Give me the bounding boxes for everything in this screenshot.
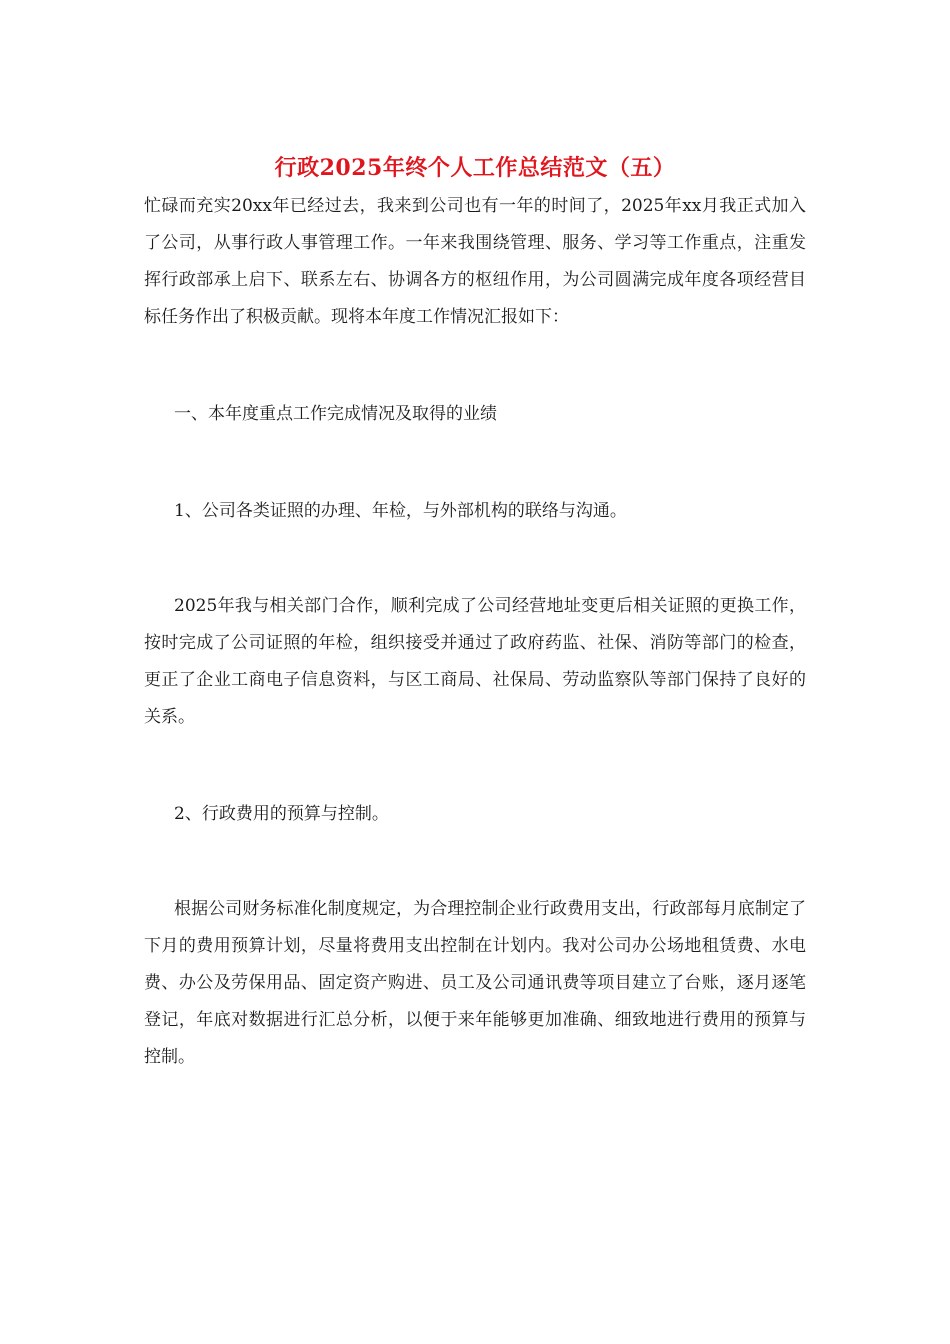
intro-paragraph: 忙碌而充实20xx年已经过去，我来到公司也有一年的时间了，2025年xx月我正式加入了公司，从事行政人事管理工作。一年来我围绕管理、服务、学习等工作重点，注重发挥行政部承上启下、联系左右、协调各方的枢纽作用，为公司圆满完成年度各项经营目标任务作出了积极贡献。现将本年度工作情况汇报如下： (144, 196, 806, 327)
section-heading: 一、本年度重点工作完成情况及取得的业绩 (174, 404, 497, 424)
spacer (144, 530, 806, 588)
spacer (144, 336, 806, 396)
document-page (144, 148, 806, 1076)
spacer (144, 833, 806, 891)
spacer (144, 433, 806, 493)
document-title: 行政2025年终个人工作总结范文（五） (274, 155, 676, 181)
spacer (144, 736, 806, 796)
body-paragraph: 根据公司财务标准化制度规定，为合理控制企业行政费用支出，行政部每月底制定了下月的费用预算计划，尽量将费用支出控制在计划内。我对公司办公场地租赁费、水电费、办公及劳保用品、固定资产购进、员工及公司通讯费等项目建立了台账，逐月逐笔登记，年底对数据进行汇总分析，以便于来年能够更加准确、细致地进行费用的预算与控制。 (144, 899, 806, 1067)
body-paragraph: 2025年我与相关部门合作，顺利完成了公司经营地址变更后相关证照的更换工作，按时完成了公司证照的年检，组织接受并通过了政府药监、社保、消防等部门的检查，更正了企业工商电子信息资料，与区工商局、社保局、劳动监察队等部门保持了良好的关系。 (144, 596, 806, 727)
subsection-heading: 1、公司各类证照的办理、年检，与外部机构的联络与沟通。 (174, 501, 627, 521)
subsection-heading: 2、行政费用的预算与控制。 (174, 804, 389, 824)
